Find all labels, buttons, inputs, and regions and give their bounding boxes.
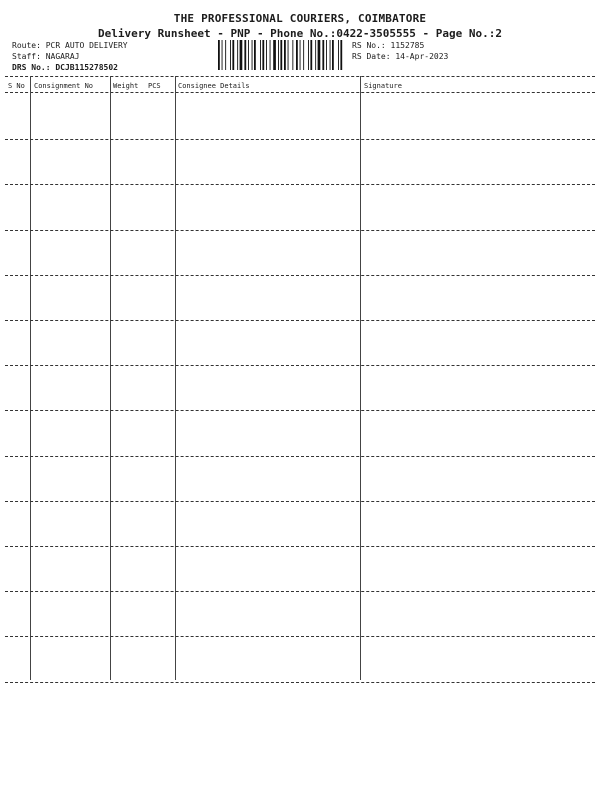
barcode-bar <box>322 40 324 70</box>
row-separator <box>5 320 595 321</box>
rs-date-value: 14-Apr-2023 <box>395 52 449 61</box>
row-separator <box>5 275 595 276</box>
row-separator <box>5 230 595 231</box>
barcode-bar <box>280 40 282 70</box>
barcode-bar <box>262 40 264 70</box>
row-separator <box>5 456 595 457</box>
row-separator <box>5 139 595 140</box>
barcode-bar <box>326 40 327 70</box>
row-separator <box>5 591 595 592</box>
barcode-bar <box>330 40 331 70</box>
barcode <box>218 40 343 70</box>
document-title: THE PROFESSIONAL COURIERS, COIMBATORE <box>173 12 427 25</box>
barcode-bar <box>273 40 276 70</box>
row-separator <box>5 365 595 366</box>
row-separator <box>5 410 595 411</box>
barcode-bar <box>266 40 267 70</box>
barcode-bar <box>248 40 249 70</box>
barcode-bar <box>252 40 253 70</box>
row-separator <box>5 501 595 502</box>
drs-value: DCJB115278502 <box>55 63 118 72</box>
barcode-bar <box>230 40 231 70</box>
barcode-bar <box>288 40 289 70</box>
rs-no-label: RS No.: <box>352 41 386 50</box>
barcode-bar <box>244 40 246 70</box>
column-divider <box>175 76 176 680</box>
barcode-bar <box>303 40 304 70</box>
barcode-bar <box>332 40 334 70</box>
rs-info-block <box>352 40 448 62</box>
route-label: Route: <box>12 41 41 50</box>
barcode-bar <box>254 40 256 70</box>
barcode-bar <box>292 40 293 70</box>
rs-no-value: 1152785 <box>390 41 425 50</box>
row-separator <box>5 682 595 683</box>
col-consignee-header: Consignee Details <box>178 82 250 90</box>
barcode-bar <box>225 40 226 70</box>
staff-label: Staff: <box>12 52 41 61</box>
col-sno-header: S No <box>8 82 25 90</box>
barcode-bar <box>310 40 312 70</box>
route-staff-block <box>12 40 128 73</box>
row-separator <box>5 546 595 547</box>
barcode-bar <box>260 40 261 70</box>
col-consignment-header: Consignment No <box>34 82 94 90</box>
barcode-bar <box>284 40 286 70</box>
barcode-bar <box>340 40 342 70</box>
col-weight-header: Weight <box>113 82 139 90</box>
barcode-bar <box>308 40 309 70</box>
barcode-bar <box>232 40 234 70</box>
barcode-bar <box>222 40 223 70</box>
barcode-bar <box>278 40 279 70</box>
column-divider <box>110 76 111 680</box>
header-bottom-rule <box>5 92 595 93</box>
rs-date-label: RS Date: <box>352 52 391 61</box>
header-top-rule <box>5 76 595 77</box>
barcode-bar <box>318 40 321 70</box>
drs-label: DRS No.: <box>12 63 51 72</box>
col-pcs-header: PCS <box>148 82 161 90</box>
column-divider <box>30 76 31 680</box>
barcode-bar <box>338 40 339 70</box>
col-signature-header: Signature <box>364 82 402 90</box>
barcode-bar <box>296 40 298 70</box>
row-separator <box>5 636 595 637</box>
barcode-bar <box>315 40 316 70</box>
staff-value: NAGARAJ <box>45 52 80 61</box>
barcode-bar <box>218 40 220 70</box>
barcode-bar <box>240 40 243 70</box>
row-separator <box>5 184 595 185</box>
route-value: PCR AUTO DELIVERY <box>45 41 128 50</box>
column-divider <box>360 76 361 680</box>
document-subtitle: Delivery Runsheet - PNP - Phone No.:0422-3505555 - Page No.:2 <box>98 27 502 40</box>
barcode-bar <box>270 40 271 70</box>
barcode-bar <box>237 40 238 70</box>
barcode-bar <box>300 40 301 70</box>
